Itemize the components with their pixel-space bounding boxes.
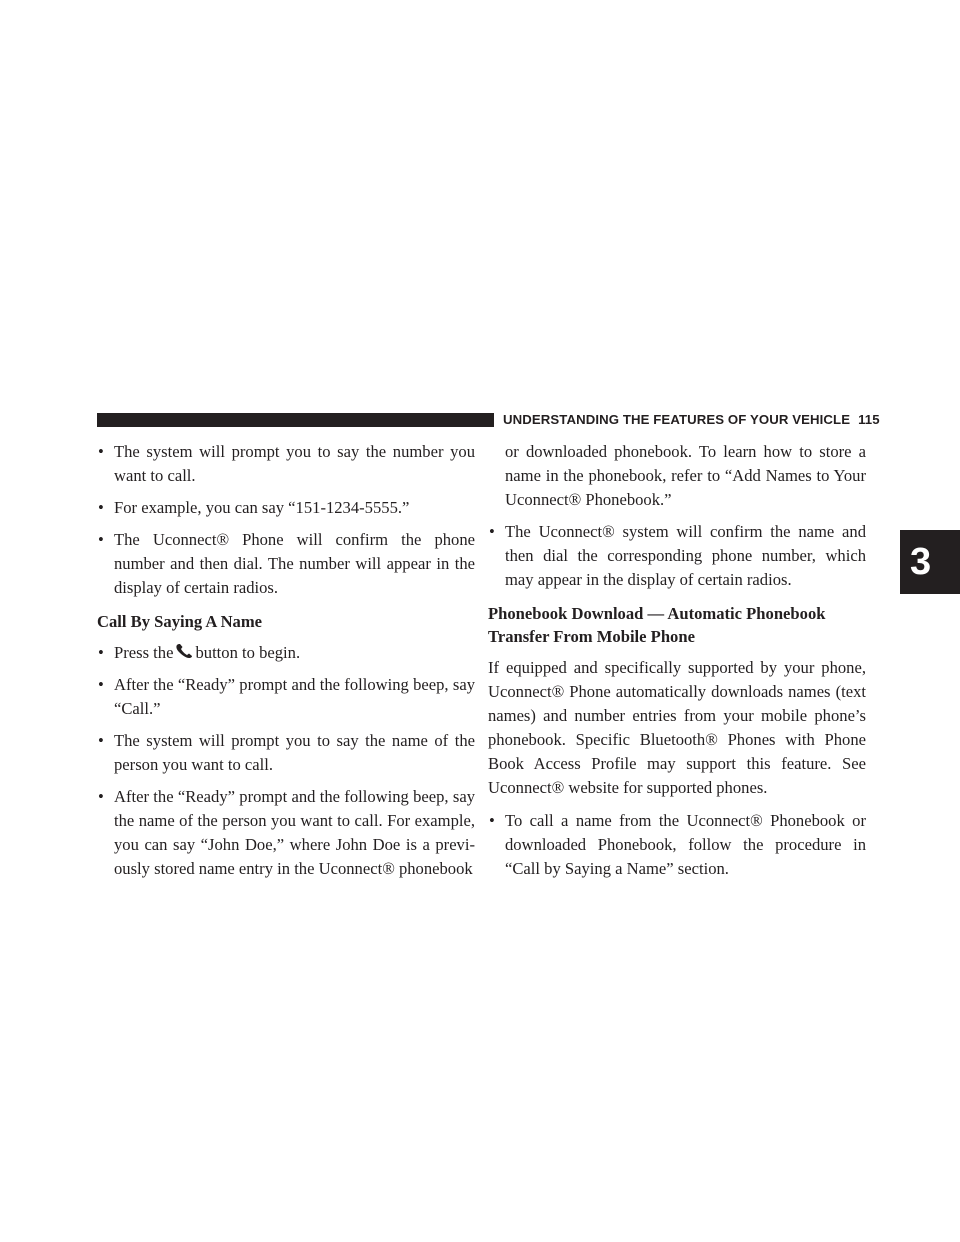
section-heading: Call By Saying A Name <box>97 612 263 631</box>
chapter-tab: 3 <box>900 530 960 594</box>
bullet-text: To call a name from the Uconnect® Phonebook or downloaded Phonebook, follow the procedure in “Call by Saying a Name” section. <box>505 811 866 878</box>
bullet-dot: • <box>98 787 104 806</box>
left-column <box>97 440 475 889</box>
bullet-item <box>488 520 866 592</box>
bullet-text: The system will prompt you to say the number you want to call. <box>114 442 475 485</box>
bullet-item <box>97 528 475 600</box>
bullet-text: The Uconnect® Phone will confirm the phone number and then dial. The number will appear in the display of certain radios. <box>114 530 475 597</box>
bullet-text: After the “Ready” prompt and the following beep, say “Call.” <box>114 675 475 718</box>
bullet-item <box>97 729 475 777</box>
bullet-item <box>97 641 475 665</box>
header-rule <box>97 413 494 427</box>
bullet-dot: • <box>98 643 104 662</box>
section-title: UNDERSTANDING THE FEATURES OF YOUR VEHICLE <box>503 412 851 427</box>
bullet-dot: • <box>98 530 104 549</box>
continued-text: or downloaded phonebook. To learn how to store a name in the phonebook, refer to “Add Names to Your Uconnect® Phonebook.” <box>505 442 866 509</box>
bullet-dot: • <box>98 731 104 750</box>
press-text-after: button to begin. <box>195 643 301 662</box>
bullet-text: For example, you can say “151-1234-5555.” <box>114 498 410 517</box>
bullet-text: After the “Ready” prompt and the following beep, say the name of the person you want to call. For example, you can say “John Doe,” where John Doe is a previ-ously stored name entry in the Uconnect® phonebook <box>114 787 475 878</box>
page-number: 115 <box>858 412 880 427</box>
press-text-before: Press the <box>114 643 174 662</box>
phone-icon <box>175 643 195 660</box>
bullet-dot: • <box>98 498 104 517</box>
bullet-dot: • <box>98 442 104 461</box>
bullet-item <box>488 809 866 881</box>
running-header <box>503 411 880 429</box>
bullet-dot: • <box>489 811 495 830</box>
bullet-item <box>97 440 475 488</box>
bullet-text: The Uconnect® system will confirm the name and then dial the corresponding phone number, which may appear in the display of certain radios. <box>505 522 866 589</box>
bullet-text: The system will prompt you to say the name of the person you want to call. <box>114 731 475 774</box>
right-column <box>488 440 866 889</box>
bullet-item <box>97 673 475 721</box>
bullet-item <box>97 785 475 881</box>
section-heading: Phonebook Download — Automatic Phonebook Transfer From Mobile Phone <box>488 604 826 646</box>
bullet-dot: • <box>489 522 495 541</box>
bullet-item <box>97 496 475 520</box>
body-paragraph: If equipped and specifically supported by your phone, Uconnect® Phone automatically downloads names (text names) and number entries from your mobile phone’s phonebook. Specific Bluetooth® Phones with Phone Book Access Profile may support this feature. See Uconnect® website for supported phones. <box>488 658 866 797</box>
continued-bullet <box>488 440 866 512</box>
bullet-dot: • <box>98 675 104 694</box>
